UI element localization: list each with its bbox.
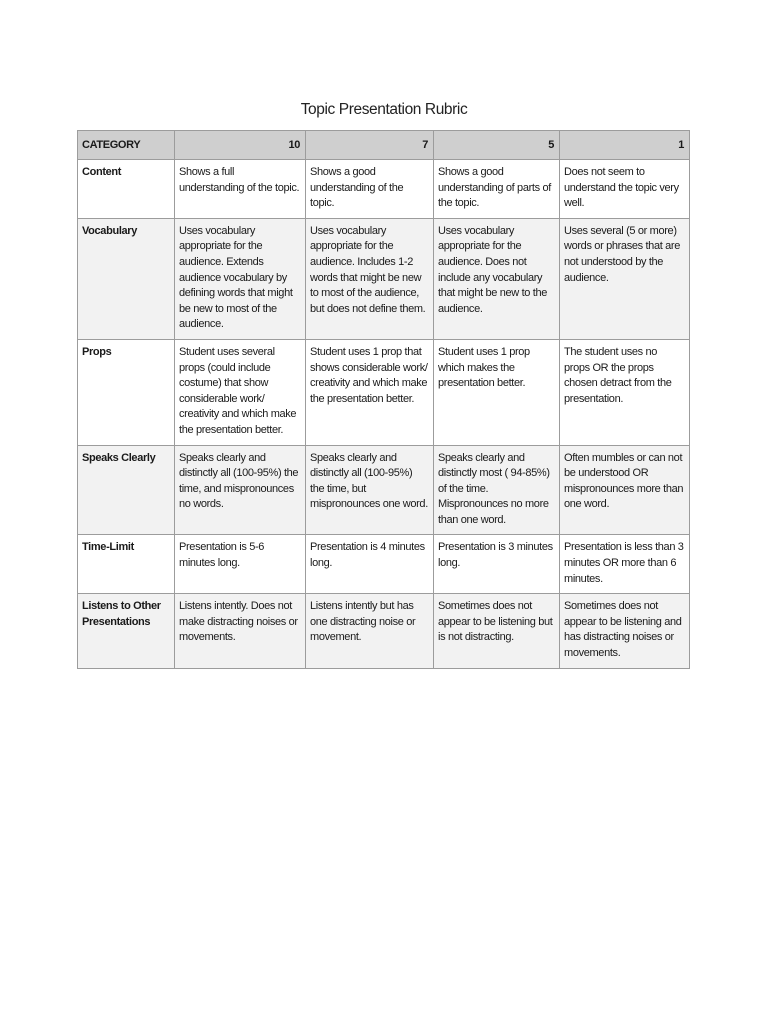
- criteria-cell: Uses vocabulary appropriate for the audience. Extends audience vocabulary by defining words that might be new to most of the audience.: [175, 218, 306, 339]
- table-row: [78, 160, 690, 219]
- page-title: Topic Presentation Rubric: [300, 101, 468, 118]
- criteria-cell: Listens intently but has one distracting noise or movement.: [306, 594, 434, 668]
- criteria-cell: Uses vocabulary appropriate for the audience. Does not include any vocabulary that might be new to the audience.: [434, 218, 560, 339]
- criteria-cell: The student uses no props OR the props chosen detract from the presentation.: [560, 339, 690, 445]
- criteria-cell: Presentation is 4 minutes long.: [306, 535, 434, 594]
- criteria-cell: Shows a good understanding of parts of the topic.: [434, 160, 560, 219]
- criteria-cell: Speaks clearly and distinctly all (100-95%) the time, and mispronounces no words.: [175, 445, 306, 535]
- criteria-cell: Presentation is 3 minutes long.: [434, 535, 560, 594]
- header-category: CATEGORY: [78, 131, 175, 160]
- criteria-cell: Shows a full understanding of the topic.: [175, 160, 306, 219]
- criteria-cell: Listens intently. Does not make distracting noises or movements.: [175, 594, 306, 668]
- header-score-10: 10: [175, 131, 306, 160]
- table-row: [78, 218, 690, 339]
- table-row: [78, 445, 690, 535]
- criteria-cell: Student uses 1 prop that shows considerable work/ creativity and which make the presentation better.: [306, 339, 434, 445]
- category-cell: Time-Limit: [78, 535, 175, 594]
- table-row: [78, 594, 690, 668]
- rubric-table: [77, 130, 690, 669]
- header-row: [78, 131, 690, 160]
- criteria-cell: Sometimes does not appear to be listening but is not distracting.: [434, 594, 560, 668]
- criteria-cell: Often mumbles or can not be understood OR mispronounces more than one word.: [560, 445, 690, 535]
- criteria-cell: Sometimes does not appear to be listening and has distracting noises or movements.: [560, 594, 690, 668]
- criteria-cell: Student uses 1 prop which makes the presentation better.: [434, 339, 560, 445]
- criteria-cell: Speaks clearly and distinctly most ( 94-85%) of the time. Mispronounces no more than one word.: [434, 445, 560, 535]
- criteria-cell: Does not seem to understand the topic very well.: [560, 160, 690, 219]
- category-cell: Props: [78, 339, 175, 445]
- criteria-cell: Speaks clearly and distinctly all (100-95%) the time, but mispronounces one word.: [306, 445, 434, 535]
- criteria-cell: Presentation is less than 3 minutes OR more than 6 minutes.: [560, 535, 690, 594]
- criteria-cell: Presentation is 5-6 minutes long.: [175, 535, 306, 594]
- table-row: [78, 339, 690, 445]
- header-score-7: 7: [306, 131, 434, 160]
- criteria-cell: Uses vocabulary appropriate for the audience. Includes 1-2 words that might be new to most of the audience, but does not define them.: [306, 218, 434, 339]
- criteria-cell: Shows a good understanding of the topic.: [306, 160, 434, 219]
- criteria-cell: Student uses several props (could include costume) that show considerable work/ creativity and which make the presentation better.: [175, 339, 306, 445]
- category-cell: Vocabulary: [78, 218, 175, 339]
- header-score-1: 1: [560, 131, 690, 160]
- criteria-cell: Uses several (5 or more) words or phrases that are not understood by the audience.: [560, 218, 690, 339]
- header-score-5: 5: [434, 131, 560, 160]
- category-cell: Content: [78, 160, 175, 219]
- category-cell: Speaks Clearly: [78, 445, 175, 535]
- table-row: [78, 535, 690, 594]
- category-cell: Listens to Other Presentations: [78, 594, 175, 668]
